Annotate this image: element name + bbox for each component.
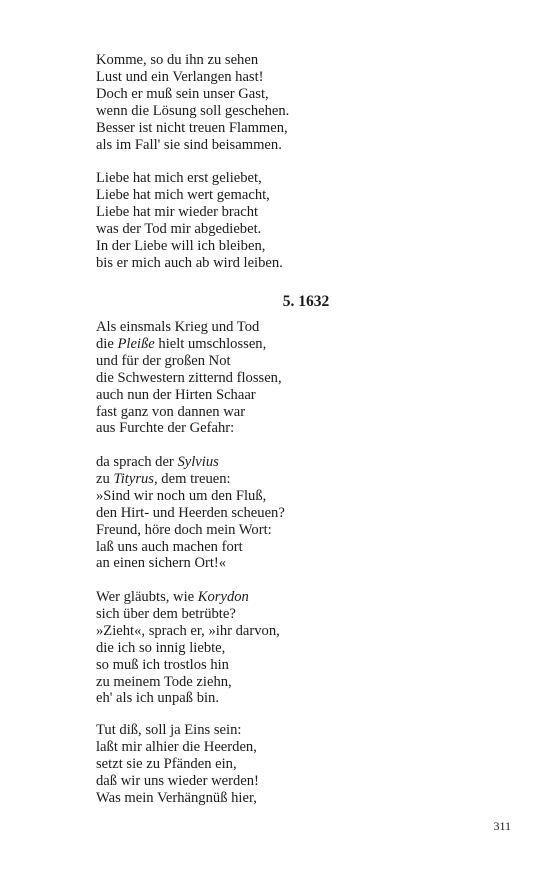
character-name-tityrus: Tityrus, xyxy=(113,470,158,487)
verse-text: zu xyxy=(96,470,114,487)
verse-text: die xyxy=(96,335,118,352)
verse-line: die Schwestern zitternd flossen, xyxy=(96,369,282,386)
verse-line: bis er mich auch ab wird leiben. xyxy=(96,254,283,271)
poem-stanza-3 xyxy=(96,589,516,707)
verse-line: eh' als ich unpaß bin. xyxy=(96,690,219,707)
verse-line: als im Fall' sie sind beisammen. xyxy=(96,136,282,153)
verse-line: laßt mir alhier die Heerden, xyxy=(96,738,257,755)
verse-line: Doch er muß sein unser Gast, xyxy=(96,85,269,102)
stanza-1 xyxy=(96,52,516,153)
verse-line xyxy=(96,589,516,606)
page-number: 311 xyxy=(493,819,511,833)
verse-line: In der Liebe will ich bleiben, xyxy=(96,237,266,254)
verse-line: Liebe hat mich wert gemacht, xyxy=(96,186,270,203)
stanza-2 xyxy=(96,170,516,271)
verse-text: Wer gläubts, wie xyxy=(96,589,198,605)
poem-stanza-1 xyxy=(96,319,516,437)
verse-line: den Hirt- und Heerden scheuen? xyxy=(96,504,285,521)
character-name-korydon: Korydon xyxy=(197,589,249,605)
verse-line: Liebe hat mich erst geliebet, xyxy=(96,170,262,186)
verse-line: fast ganz von dannen war xyxy=(96,403,246,420)
verse-line: Freund, höre doch mein Wort: xyxy=(96,521,272,538)
verse-line: Was mein Verhängnüß hier, xyxy=(96,789,257,806)
verse-text: hielt umschlossen, xyxy=(154,335,267,352)
verse-line: aus Furchte der Gefahr: xyxy=(96,420,235,437)
place-name-pleisse: Pleiße xyxy=(117,335,155,352)
verse-line: daß wir uns wieder werden! xyxy=(96,772,259,789)
verse-line: Tut diß, soll ja Eins sein: xyxy=(96,722,242,738)
verse-line: so muß ich trostlos hin xyxy=(96,656,229,673)
poem-stanza-4 xyxy=(96,722,516,807)
verse-line: und für der großen Not xyxy=(96,352,231,369)
verse-line: »Zieht«, sprach er, »ihr darvon, xyxy=(96,622,280,639)
poem-stanza-2 xyxy=(96,454,516,572)
verse-line: Als einsmals Krieg und Tod xyxy=(96,319,260,335)
verse-line: wenn die Lösung soll geschehen. xyxy=(96,102,290,119)
verse-line: Liebe hat mir wieder bracht xyxy=(96,203,259,220)
verse-line: sich über dem betrübte? xyxy=(96,605,236,622)
verse-text: dem treuen: xyxy=(157,470,231,487)
verse-text: da sprach der xyxy=(96,454,178,470)
verse-line: auch nun der Hirten Schaar xyxy=(96,386,256,403)
verse-line: Lust und ein Verlangen hast! xyxy=(96,68,264,85)
verse-line: Besser ist nicht treuen Flammen, xyxy=(96,119,288,136)
verse-line xyxy=(96,454,516,471)
verse-line xyxy=(96,336,516,353)
character-name-sylvius: Sylvius xyxy=(177,454,219,470)
verse-line: »Sind wir noch um den Fluß, xyxy=(96,487,267,504)
verse-line: an einen sichern Ort!« xyxy=(96,555,227,572)
verse-line: Komme, so du ihn zu sehen xyxy=(96,52,259,68)
verse-line: zu meinem Tode ziehn, xyxy=(96,673,232,690)
poem-heading: 5. 1632 xyxy=(282,293,330,310)
verse-line: setzt sie zu Pfänden ein, xyxy=(96,755,237,772)
verse-line: laß uns auch machen fort xyxy=(96,538,243,555)
verse-line: was der Tod mir abgediebet. xyxy=(96,220,262,237)
verse-line xyxy=(96,471,516,488)
verse-line: die ich so innig liebte, xyxy=(96,639,226,656)
